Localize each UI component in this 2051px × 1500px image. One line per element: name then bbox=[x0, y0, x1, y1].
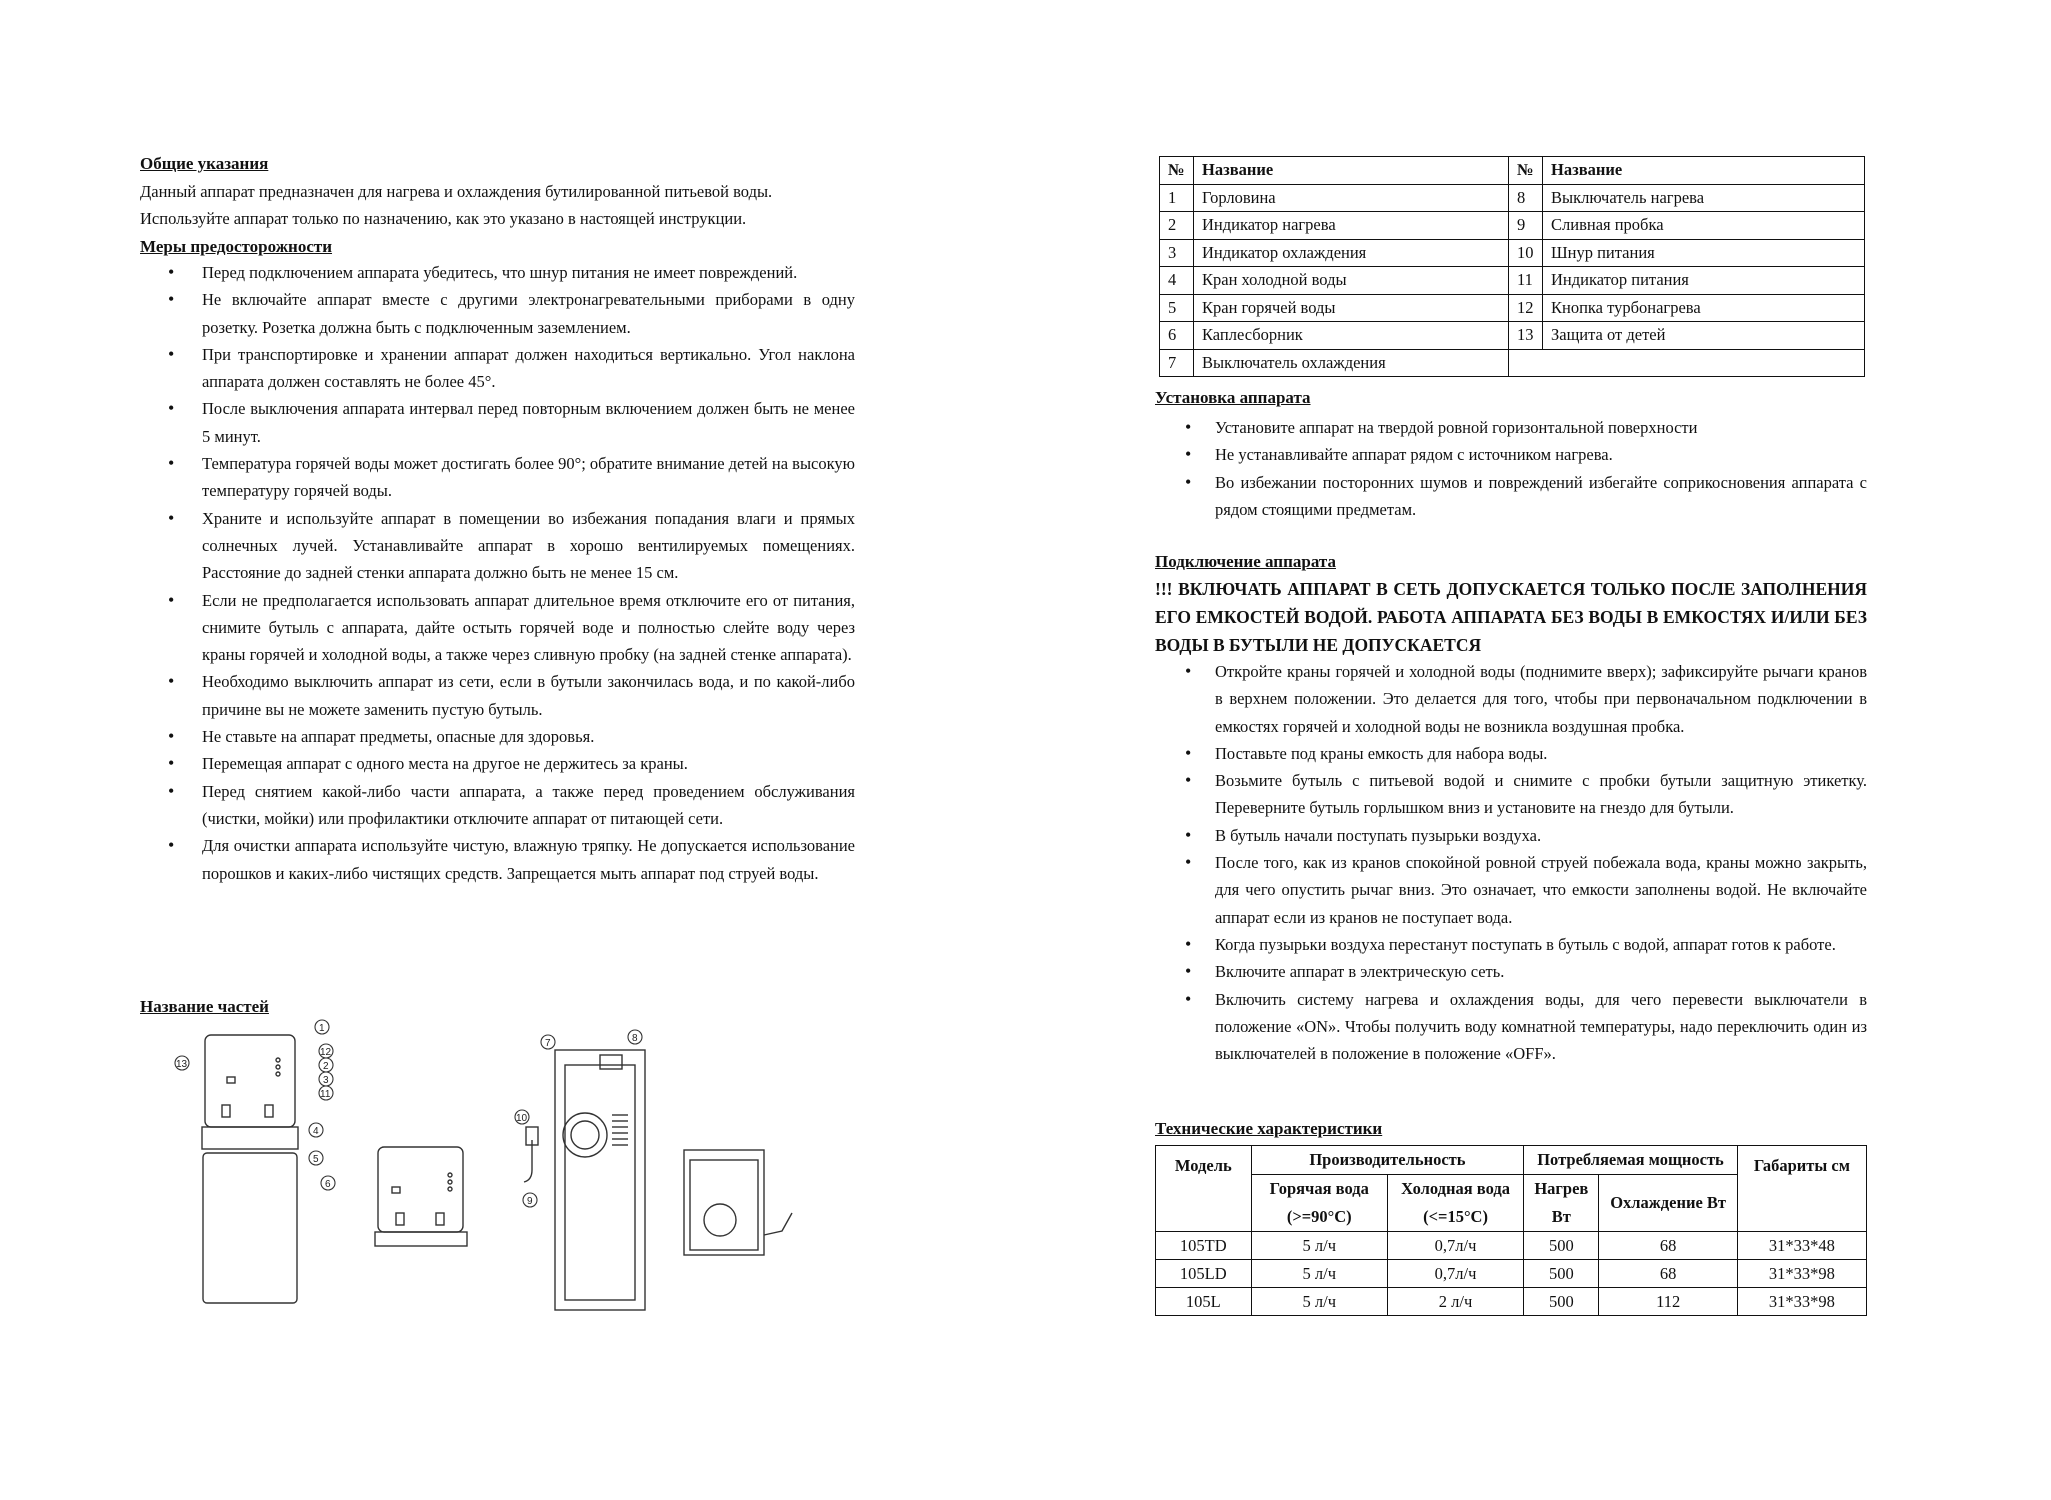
specs-title: Технические характеристики bbox=[1155, 1119, 1383, 1138]
install-list bbox=[1155, 414, 1867, 523]
safety-item: • Необходимо выключить аппарат из сети, если в бутыли закончилась вода, и по какой-либо причине вы не можете заменить пустую бутыль. bbox=[140, 668, 855, 723]
safety-item: • Температура горячей воды может достигать более 90°; обратите внимание детей на высокую температуру горячей воды. bbox=[140, 450, 855, 505]
callout-12 bbox=[319, 1044, 333, 1058]
svg-text:2: 2 bbox=[323, 1061, 329, 1072]
svg-text:6: 6 bbox=[325, 1179, 331, 1190]
connect-item: • Когда пузырьки воздуха перестанут поступать в бутыль с водой, аппарат готов к работе. bbox=[1155, 931, 1867, 958]
general-line-2: Используйте аппарат только по назначению, как это указано в настоящей инструкции. bbox=[140, 209, 747, 228]
specs-table bbox=[1155, 1145, 1867, 1316]
table-row: 105LD 5 л/ч 0,7л/ч 500 68 31*33*98 bbox=[1156, 1260, 1867, 1288]
connect-item: • В бутыль начали поступать пузырьки воздуха. bbox=[1155, 822, 1867, 849]
svg-text:8: 8 bbox=[632, 1033, 638, 1044]
install-title: Установка аппарата bbox=[1155, 388, 1311, 407]
callout-7 bbox=[541, 1035, 555, 1049]
safety-item: • Перед снятием какой-либо части аппарата, а также перед проведением обслуживания (чистки, мойки) или профилактики отключите аппарат от питающей сети. bbox=[140, 778, 855, 833]
svg-text:9: 9 bbox=[527, 1196, 533, 1207]
connect-item: • После того, как из кранов спокойной ровной струей побежала вода, краны можно закрыть, для чего опустить рычаг вниз. Это означает, что емкости заполнены водой. Не включайте аппарат если из кранов не поступает вода. bbox=[1155, 849, 1867, 931]
svg-text:11: 11 bbox=[320, 1089, 331, 1100]
connect-list bbox=[1155, 658, 1867, 1067]
parts-diagram bbox=[160, 1015, 840, 1320]
svg-text:10: 10 bbox=[516, 1113, 528, 1124]
callout-9 bbox=[523, 1193, 537, 1207]
safety-item: • Если не предполагается использовать аппарат длительное время отключите его от питания, снимите бутыль с аппарата, дайте остыть горячей воде и полностью слейте воду через краны горячей и холодной воды, а также через сливную пробку (на задней стенке аппарата). bbox=[140, 587, 855, 669]
callout-8 bbox=[628, 1030, 642, 1044]
table-row: 105L 5 л/ч 2 л/ч 500 112 31*33*98 bbox=[1156, 1288, 1867, 1316]
callout-10 bbox=[515, 1110, 529, 1124]
safety-item: • При транспортировке и хранении аппарат должен находиться вертикально. Угол наклона аппарата должен составлять не более 45°. bbox=[140, 341, 855, 396]
callout-13 bbox=[175, 1056, 189, 1070]
callout-2 bbox=[319, 1058, 333, 1072]
callout-5 bbox=[309, 1151, 323, 1165]
parts-table bbox=[1159, 156, 1865, 377]
safety-item: • Не включайте аппарат вместе с другими электронагревательными приборами в одну розетку. Розетка должна быть с подключенным заземлением. bbox=[140, 286, 855, 341]
callout-6 bbox=[321, 1176, 335, 1190]
svg-text:7: 7 bbox=[545, 1038, 551, 1049]
connect-item: • Возьмите бутыль с питьевой водой и снимите с пробки бутыли защитную этикетку. Переверните бутыль горлышком вниз и установите на гнездо для бутыли. bbox=[1155, 767, 1867, 822]
connect-warning: !!! ВКЛЮЧАТЬ АППАРАТ В СЕТЬ ДОПУСКАЕТСЯ ТОЛЬКО ПОСЛЕ ЗАПОЛНЕНИЯ ЕГО ЕМКОСТЕЙ ВОДОЙ. РАБОТА АППАРАТА БЕЗ ВОДЫ В ЕМКОСТЯХ И/ИЛИ БЕЗ ВОДЫ В БУТЫЛИ НЕ ДОПУСКАЕТСЯ bbox=[1155, 579, 1867, 655]
connect-item: • Включить систему нагрева и охлаждения воды, для чего перевести выключатели в положение «ON». Чтобы получить воду комнатной температуры, надо переключить один из выключателей в положение в положение «OFF». bbox=[1155, 986, 1867, 1068]
callout-3 bbox=[319, 1072, 333, 1086]
svg-text:1: 1 bbox=[319, 1023, 325, 1034]
connect-item: • Включите аппарат в электрическую сеть. bbox=[1155, 958, 1867, 985]
callout-1 bbox=[315, 1020, 329, 1034]
svg-text:12: 12 bbox=[320, 1047, 332, 1058]
diagram-table-cooler bbox=[375, 1127, 538, 1246]
safety-item: • Для очистки аппарата используйте чистую, влажную тряпку. Не допускается использование порошков и каких-либо чистящих средств. Запрещается мыть аппарат под струей воды. bbox=[140, 832, 855, 887]
safety-title: Меры предосторожности bbox=[140, 237, 333, 256]
safety-item: • После выключения аппарата интервал перед повторным включением должен быть не менее 5 минут. bbox=[140, 395, 855, 450]
connect-item: • Откройте краны горячей и холодной воды (поднимите вверх); зафиксируйте рычаги кранов в верхнем положении. Это делается для того, чтобы при первоначальном подключении в емкостях горячей и холодной воды не возникла воздушная пробка. bbox=[1155, 658, 1867, 740]
diagram-floor-cooler bbox=[202, 1035, 298, 1303]
svg-text:3: 3 bbox=[323, 1075, 329, 1086]
install-item: • Установите аппарат на твердой ровной горизонтальной поверхности bbox=[1155, 414, 1867, 441]
diagram-table-cooler-rear bbox=[684, 1150, 792, 1255]
table-row: 5 Кран горячей воды 12 Кнопка турбонагрева bbox=[1160, 294, 1865, 322]
safety-list bbox=[140, 259, 855, 887]
safety-item: • Перемещая аппарат с одного места на другое не держитесь за краны. bbox=[140, 750, 855, 777]
diagram-floor-cooler-rear bbox=[555, 1050, 645, 1310]
safety-item: • Перед подключением аппарата убедитесь, что шнур питания не имеет повреждений. bbox=[140, 259, 855, 286]
specs-header-top: Модель Производительность Потребляемая мощность Габариты см bbox=[1156, 1146, 1867, 1175]
connect-item: • Поставьте под краны емкость для набора воды. bbox=[1155, 740, 1867, 767]
svg-text:5: 5 bbox=[313, 1154, 319, 1165]
specs-header-sub: Горячая вода (>=90°C) Холодная вода (<=15°C) Нагрев Вт Охлаждение Вт bbox=[1156, 1175, 1867, 1232]
table-row: 1 Горловина 8 Выключатель нагрева bbox=[1160, 184, 1865, 212]
general-title: Общие указания bbox=[140, 154, 269, 173]
callout-4 bbox=[309, 1123, 323, 1137]
parts-title: Название частей bbox=[140, 997, 269, 1016]
table-row: 6 Каплесборник 13 Защита от детей bbox=[1160, 322, 1865, 350]
table-row: 7 Выключатель охлаждения bbox=[1160, 349, 1865, 377]
table-row: 105TD 5 л/ч 0,7л/ч 500 68 31*33*48 bbox=[1156, 1232, 1867, 1260]
install-item: • Во избежании посторонних шумов и повреждений избегайте соприкосновения аппарата с рядом стоящими предметам. bbox=[1155, 469, 1867, 524]
callout-11 bbox=[319, 1086, 333, 1100]
table-row: 2 Индикатор нагрева 9 Сливная пробка bbox=[1160, 212, 1865, 240]
connect-title: Подключение аппарата bbox=[1155, 552, 1336, 571]
general-line-1: Данный аппарат предназначен для нагрева и охлаждения бутилированной питьевой воды. bbox=[140, 182, 773, 201]
parts-table-header: № Название № Название bbox=[1160, 157, 1865, 185]
table-row: 4 Кран холодной воды 11 Индикатор питания bbox=[1160, 267, 1865, 295]
safety-item: • Не ставьте на аппарат предметы, опасные для здоровья. bbox=[140, 723, 855, 750]
svg-text:4: 4 bbox=[313, 1126, 319, 1137]
table-row: 3 Индикатор охлаждения 10 Шнур питания bbox=[1160, 239, 1865, 267]
install-item: • Не устанавливайте аппарат рядом с источником нагрева. bbox=[1155, 441, 1867, 468]
safety-item: • Храните и используйте аппарат в помещении во избежания попадания влаги и прямых солнечных лучей. Устанавливайте аппарат в хорошо вентилируемых помещениях. Расстояние до задней стенки аппарата должно быть не менее 15 см. bbox=[140, 505, 855, 587]
svg-text:13: 13 bbox=[176, 1059, 188, 1070]
